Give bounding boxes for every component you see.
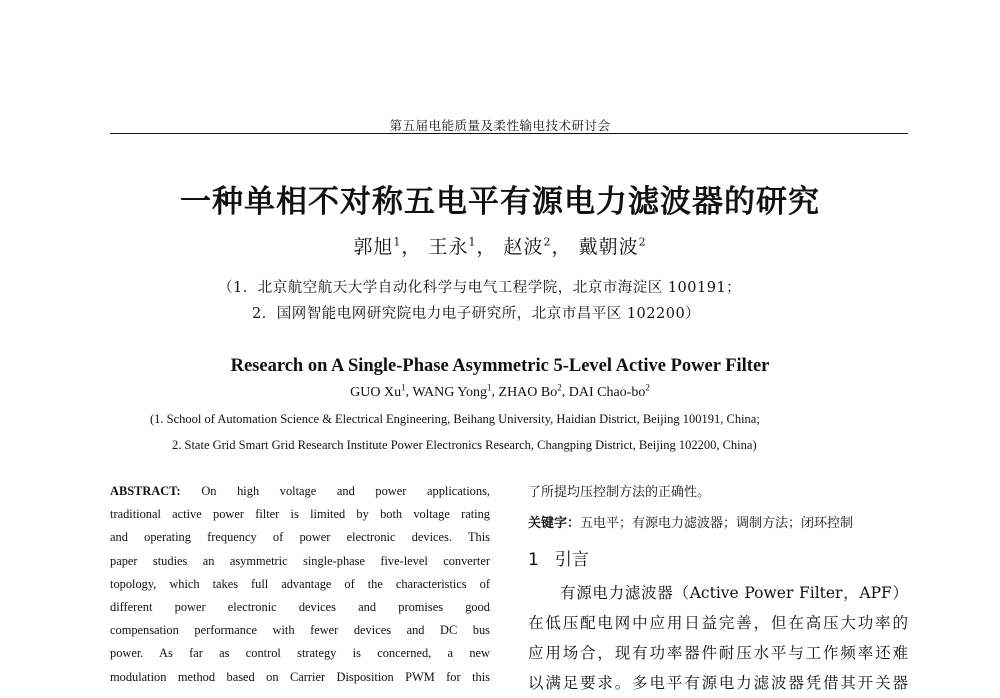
abstract-line: ABSTRACT: On high voltage and power applications, — [110, 484, 490, 498]
author-list-cn: 郭旭$^1$， 王永$^1$， 赵波$^2$， 戴朝波$^2$ — [353, 235, 647, 258]
abstract-line: different power electronic devices and promises good — [110, 600, 490, 615]
body-line: 应用场合，现有功率器件耐压水平与工作频率还难 — [528, 644, 908, 662]
header-rule — [110, 133, 908, 134]
affiliation-en-2: 2. State Grid Smart Grid Research Institute Power Electronics Research, Changping District, Beijing 102200, China) — [172, 438, 757, 452]
section-number: 1 — [528, 550, 539, 570]
author-cn: 郭旭$^1$ — [353, 235, 402, 258]
author-en: ZHAO Bo$^2$ — [498, 382, 562, 400]
abstract-cn-tail: 了所提均压控制方法的正确性。 — [528, 485, 711, 500]
conference-header: 第五届电能质量及柔性输电技术研讨会 — [389, 118, 611, 133]
intro-body-cn — [528, 578, 908, 698]
author-cn: 赵波$^2$ — [503, 235, 552, 258]
author-en: GUO Xu$^1$ — [350, 382, 406, 400]
affiliation-en-1: (1. School of Automation Science & Electrical Engineering, Beihang University, Haidian District, Beijing 100191, China; — [150, 412, 760, 426]
abstract-line: traditional active power filter is limited by both voltage rating — [110, 507, 490, 522]
keywords-value: 五电平；有源电力滤波器；调制方法；闭环控制 — [580, 516, 854, 531]
affiliation-cn-2: 2．国网智能电网研究院电力电子研究所，北京市昌平区 102200） — [252, 306, 701, 322]
section-title: 引言 — [554, 550, 589, 570]
author-en: WANG Yong$^1$ — [412, 382, 492, 400]
abstract-line: paper studies an asymmetric single-phase five-level converter — [110, 553, 490, 568]
section-heading — [528, 545, 589, 570]
affiliation-cn-1: （1．北京航空航天大学自动化科学与电气工程学院，北京市海淀区 100191； — [218, 280, 742, 296]
body-line: 有源电力滤波器（Active Power Filter，APF） — [560, 584, 908, 602]
author-en: DAI Chao-$bo^2$ — [568, 382, 650, 400]
author-cn: 王永$^1$ — [428, 235, 477, 258]
keywords-cn — [528, 512, 853, 531]
paper-title-en: Research on A Single-Phase Asymmetric 5-Level Active Power Filter — [230, 356, 770, 376]
paper-title-cn: 一种单相不对称五电平有源电力滤波器的研究 — [180, 184, 820, 220]
keywords-label: 关键字： — [528, 516, 581, 531]
author-cn: 戴朝波$^2$ — [578, 235, 647, 258]
abstract-en — [110, 480, 490, 689]
abstract-line: modulation method based on Carrier Disposition PWM for this — [110, 669, 490, 684]
abstract-line: topology, which takes full advantage of the characteristics of — [110, 576, 490, 591]
body-line: 以满足要求。多电平有源电力滤波器凭借其开关器 — [528, 674, 908, 692]
body-line: 在低压配电网中应用日益完善，但在高压大功率的 — [528, 614, 908, 632]
author-list-en: GUO Xu$^1$, WANG Yong$^1$, ZHAO Bo$^2$, DAI Chao-$bo^2$ — [350, 382, 650, 400]
abstract-label: ABSTRACT: — [110, 484, 181, 498]
abstract-line: power. As far as control strategy is concerned, a new — [110, 646, 490, 661]
abstract-line: and operating frequency of power electronic devices. This — [110, 530, 490, 545]
abstract-line: compensation performance with fewer devices and DC bus — [110, 623, 490, 638]
